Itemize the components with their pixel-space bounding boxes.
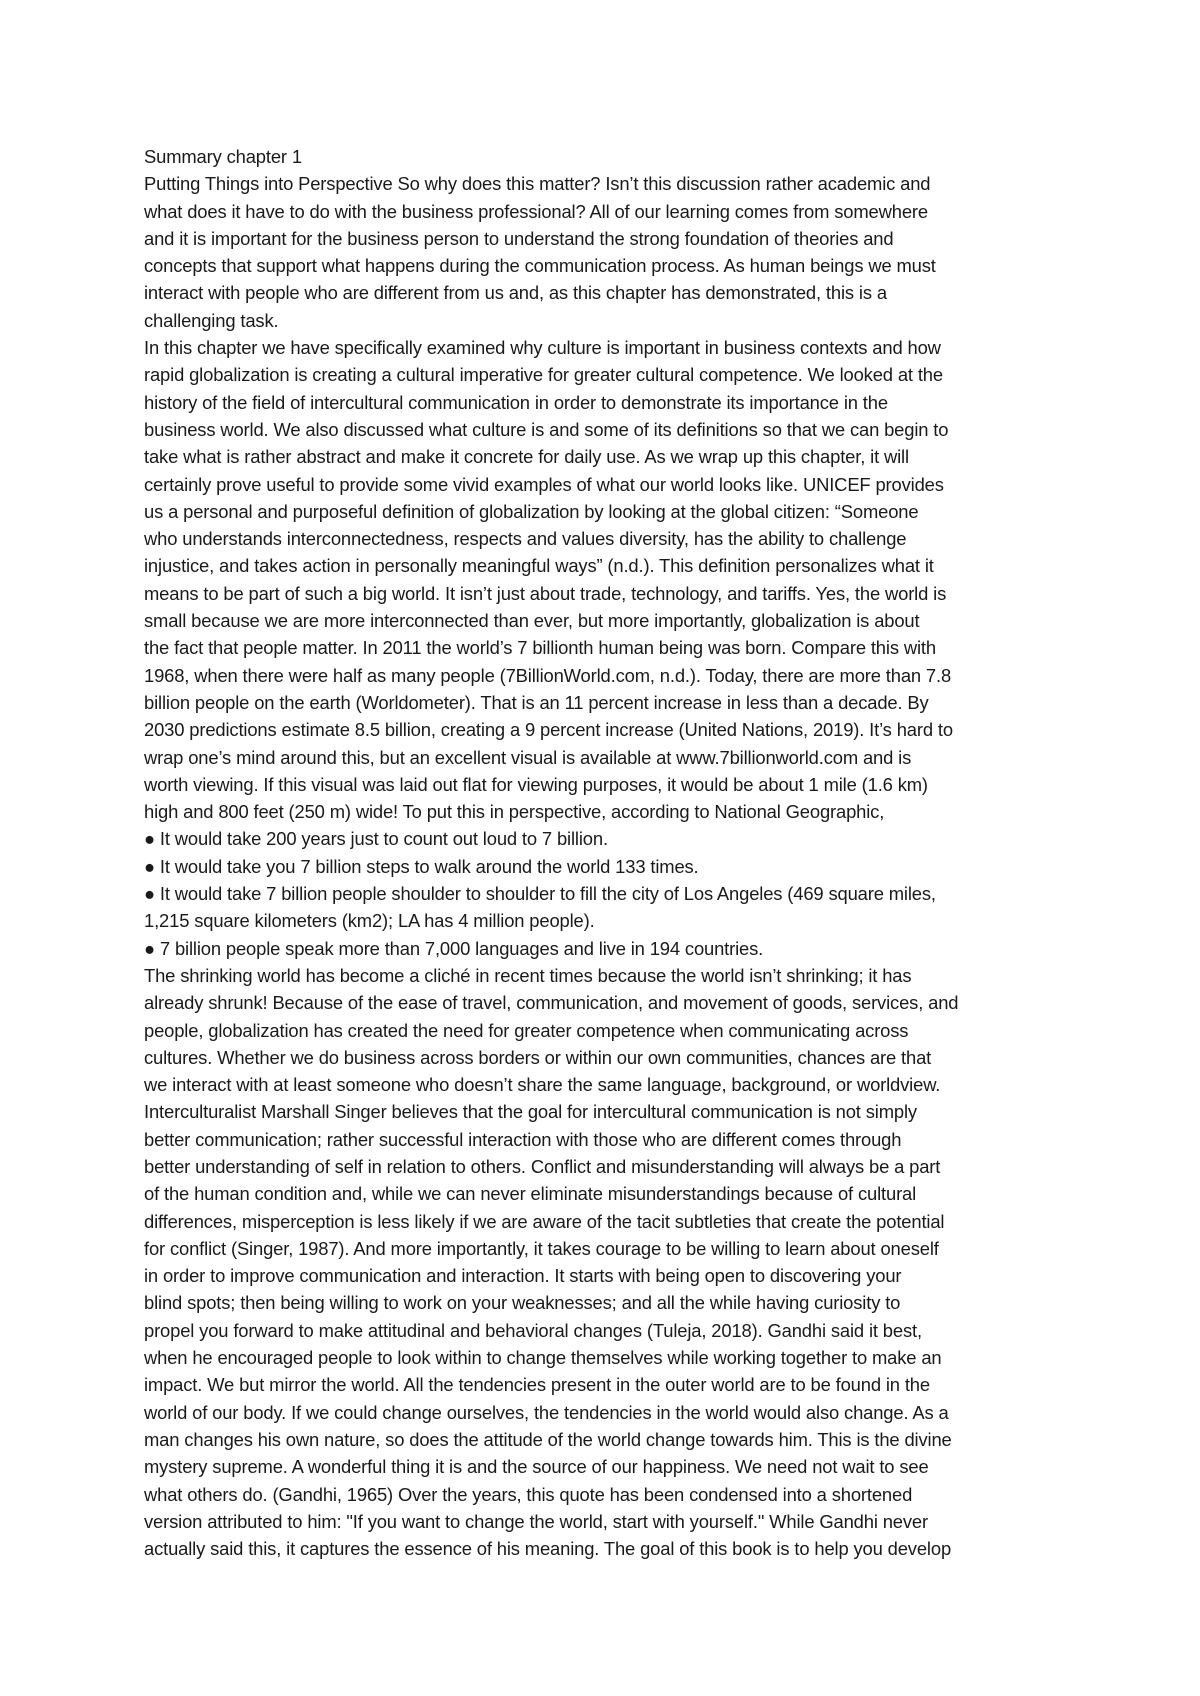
text-line: history of the field of intercultural communication in order to demonstrate its importance in the [144,391,888,413]
text-line: differences, misperception is less likely if we are aware of the tacit subtleties that create the potential [144,1210,945,1232]
text-line: mystery supreme. A wonderful thing it is and the source of our happiness. We need not wait to see [144,1456,929,1478]
text-line: interact with people who are different from us and, as this chapter has demonstrated, this is a [144,282,887,304]
text-line: ● 7 billion people speak more than 7,000 languages and live in 194 countries. [144,937,764,959]
text-line: Interculturalist Marshall Singer believes that the goal for intercultural communication is not simply [144,1101,917,1123]
document-title: Summary chapter 1 [144,146,302,167]
text-line: In this chapter we have specifically examined why culture is important in business contexts and how [144,337,941,359]
document-body [144,143,1074,1562]
text-line: high and 800 feet (250 m) wide! To put this in perspective, according to National Geographic, [144,801,885,823]
text-line: Putting Things into Perspective So why does this matter? Isn’t this discussion rather academic and [144,173,931,195]
text-line: wrap one’s mind around this, but an excellent visual is available at www.7billionworld.com and is [144,746,912,768]
text-line: 2030 predictions estimate 8.5 billion, creating a 9 percent increase (United Nations, 2019). It’s hard to [144,719,953,741]
text-line: 1,215 square kilometers (km2); LA has 4 million people). [144,910,595,932]
text-line: impact. We but mirror the world. All the tendencies present in the outer world are to be found in the [144,1374,930,1396]
text-line: of the human condition and, while we can never eliminate misunderstandings because of cultural [144,1183,917,1205]
text-line: actually said this, it captures the essence of his meaning. The goal of this book is to help you develop [144,1538,952,1560]
text-line: when he encouraged people to look within to change themselves while working together to make an [144,1347,942,1369]
text-line: small because we are more interconnected than ever, but more importantly, globalization is about [144,610,920,632]
text-line: ● It would take 7 billion people shoulder to shoulder to fill the city of Los Angeles (469 square miles, [144,883,936,905]
text-line: ● It would take you 7 billion steps to walk around the world 133 times. [144,855,699,877]
text-line: what does it have to do with the business professional? All of our learning comes from somewhere [144,200,928,222]
text-line: already shrunk! Because of the ease of travel, communication, and movement of goods, services, and [144,992,959,1014]
text-line: version attributed to him: "If you want to change the world, start with yourself." While Gandhi never [144,1510,928,1532]
text-line: worth viewing. If this visual was laid out flat for viewing purposes, it would be about 1 mile (1.6 km) [144,773,928,795]
text-line: certainly prove useful to provide some vivid examples of what our world looks like. UNICEF provides [144,473,944,495]
text-line: us a personal and purposeful definition of globalization by looking at the global citizen: “Someone [144,500,919,522]
text-line: what others do. (Gandhi, 1965) Over the years, this quote has been condensed into a shortened [144,1483,913,1505]
text-line: better communication; rather successful interaction with those who are different comes through [144,1128,902,1150]
text-line: The shrinking world has become a cliché in recent times because the world isn’t shrinking; it has [144,964,912,986]
text-line: 1968, when there were half as many people (7BillionWorld.com, n.d.). Today, there are more than 7.8 [144,664,952,686]
text-line: concepts that support what happens during the communication process. As human beings we must [144,255,936,277]
text-line: rapid globalization is creating a cultural imperative for greater cultural competence. We looked at the [144,364,943,386]
text-line: who understands interconnectedness, respects and values diversity, has the ability to challenge [144,528,907,550]
text-line: the fact that people matter. In 2011 the world’s 7 billionth human being was born. Compare this with [144,637,936,659]
text-line: injustice, and takes action in personally meaningful ways” (n.d.). This definition personalizes what it [144,555,934,577]
text-line: people, globalization has created the need for greater competence when communicating across [144,1019,909,1041]
text-line: ● It would take 200 years just to count out loud to 7 billion. [144,828,608,850]
text-line: propel you forward to make attitudinal and behavioral changes (Tuleja, 2018). Gandhi said it best, [144,1319,922,1341]
text-line: for conflict (Singer, 1987). And more importantly, it takes courage to be willing to learn about oneself [144,1237,939,1259]
text-line: means to be part of such a big world. It isn’t just about trade, technology, and tariffs. Yes, the world is [144,582,947,604]
text-line: billion people on the earth (Worldometer). That is an 11 percent increase in less than a decade. By [144,691,929,713]
text-line: challenging task. [144,309,279,331]
text-line: business world. We also discussed what culture is and some of its definitions so that we can begin to [144,418,949,440]
text-line: cultures. Whether we do business across borders or within our own communities, chances are that [144,1046,932,1068]
text-line: in order to improve communication and interaction. It starts with being open to discovering your [144,1265,902,1287]
text-line: blind spots; then being willing to work on your weaknesses; and all the while having curiosity to [144,1292,901,1314]
text-line: take what is rather abstract and make it concrete for daily use. As we wrap up this chapter, it will [144,446,909,468]
text-line: better understanding of self in relation to others. Conflict and misunderstanding will always be a part [144,1155,941,1177]
text-line: man changes his own nature, so does the attitude of the world change towards him. This is the divine [144,1428,952,1450]
text-line: we interact with at least someone who doesn’t share the same language, background, or worldview. [144,1074,941,1096]
text-line: and it is important for the business person to understand the strong foundation of theories and [144,227,894,249]
text-line: world of our body. If we could change ourselves, the tendencies in the world would also change. As a [144,1401,949,1423]
